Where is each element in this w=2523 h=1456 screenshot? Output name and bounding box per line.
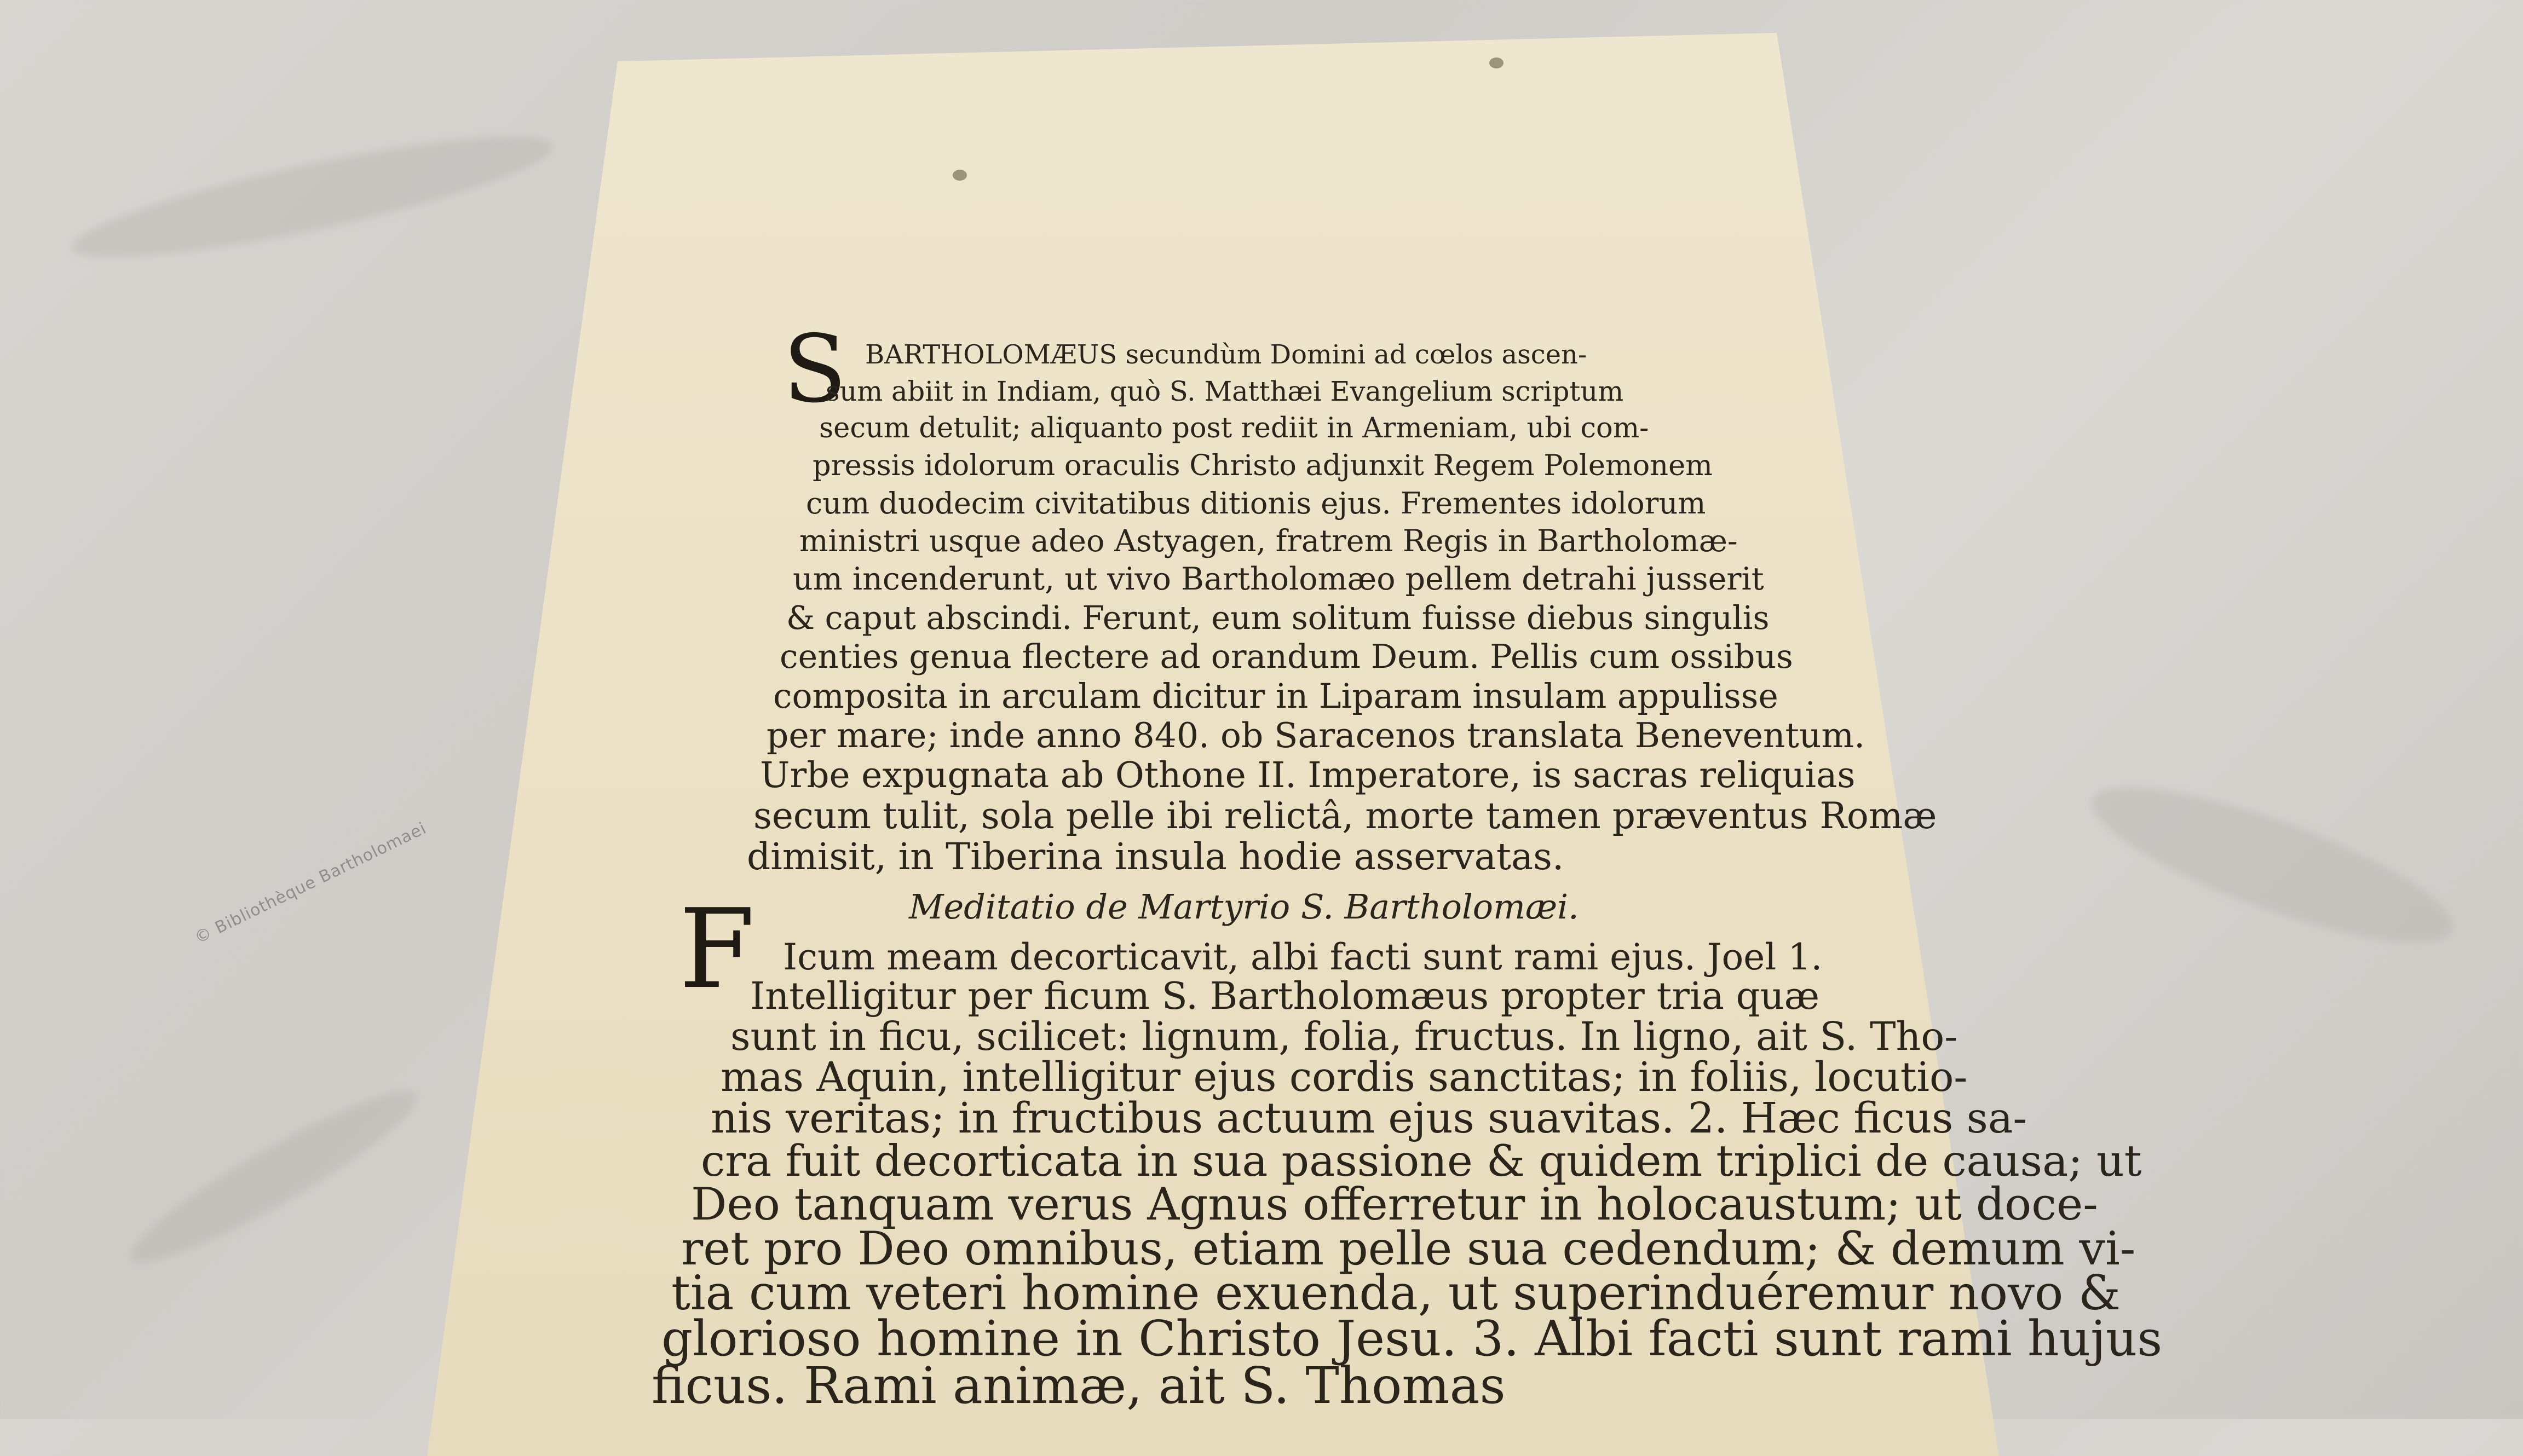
text-line: sunt in ficu, scilicet: lignum, folia, fructus. In ligno, ait S. Tho- (730, 1013, 1958, 1059)
marble-vein (2077, 758, 2468, 972)
text-line: cra fuit decorticata in sua passione & quidem triplici de causa; ut (701, 1136, 2142, 1186)
text-line: mas Aquin, intelligitur ejus cordis sanctitas; in foliis, locutio- (721, 1053, 1968, 1101)
text-line: Urbe expugnata ab Othone II. Imperatore, is sacras reliquias (760, 755, 1856, 796)
text-line: secum detulit; aliquanto post rediit in Armeniam, ubi com- (819, 412, 1649, 444)
ink-spot (953, 170, 967, 181)
text-line: ministri usque adeo Astyagen, fratrem Regis in Bartholomæ- (799, 523, 1738, 559)
text-line: um incenderunt, ut vivo Bartholomæo pellem detrahi jusserit (793, 561, 1764, 597)
text-line: Icum meam decorticavit, albi facti sunt rami ejus. Joel 1. (783, 936, 1823, 978)
text-line: Intelligitur per ficum S. Bartholomæus propter tria quæ (750, 974, 1820, 1018)
marble-vein (118, 1071, 430, 1283)
text-line: tia cum veteri homine exuenda, ut superinduéremur novo & (671, 1266, 2121, 1321)
text-line: nis veritas; in fructibus actuum ejus suavitas. 2. Hæc ficus sa- (711, 1094, 2027, 1143)
text-line: cum duodecim civitatibus ditionis ejus. Frementes idolorum (806, 486, 1706, 521)
text-line: BARTHOLOMÆUS secundùm Domini ad cœlos ascen- (865, 339, 1587, 370)
drop-cap: S (783, 315, 847, 424)
text-line: ficus. Rami animæ, ait S. Thomas (652, 1356, 1506, 1415)
text-line: per mare; inde anno 840. ob Saracenos translata Beneventum. (767, 715, 1865, 755)
meditation-title: Meditatio de Martyrio S. Bartholomæi. (909, 887, 1579, 927)
text-line: centies genua flectere ad orandum Deum. Pellis cum ossibus (780, 637, 1793, 676)
text-line: secum tulit, sola pelle ibi relictâ, morte tamen præventus Romæ (753, 794, 1937, 837)
text-line: ret pro Deo omnibus, etiam pelle sua cedendum; & demum vi- (681, 1221, 2136, 1275)
text-line: dimisit, in Tiberina insula hodie asservatas. (747, 834, 1564, 878)
watermark: © Bibliothèque Bartholomaei (192, 818, 430, 948)
text-line: pressis idolorum oraculis Christo adjunxit Regem Polemonem (813, 448, 1713, 482)
text-line: Deo tanquam verus Agnus offerretur in holocaustum; ut doce- (691, 1178, 2098, 1230)
marble-vein (64, 114, 560, 280)
text-line: sum abiit in Indiam, quò S. Matthæi Evangelium scriptum (826, 375, 1624, 407)
drop-cap: F (679, 886, 755, 1013)
text-line: & caput abscindi. Ferunt, eum solitum fuisse diebus singulis (786, 599, 1770, 637)
ink-spot (1489, 57, 1504, 68)
text-line: composita in arculam dicitur in Liparam insulam appulisse (773, 676, 1778, 716)
text-line: glorioso homine in Christo Jesu. 3. Albi facti sunt rami hujus (661, 1310, 2163, 1367)
